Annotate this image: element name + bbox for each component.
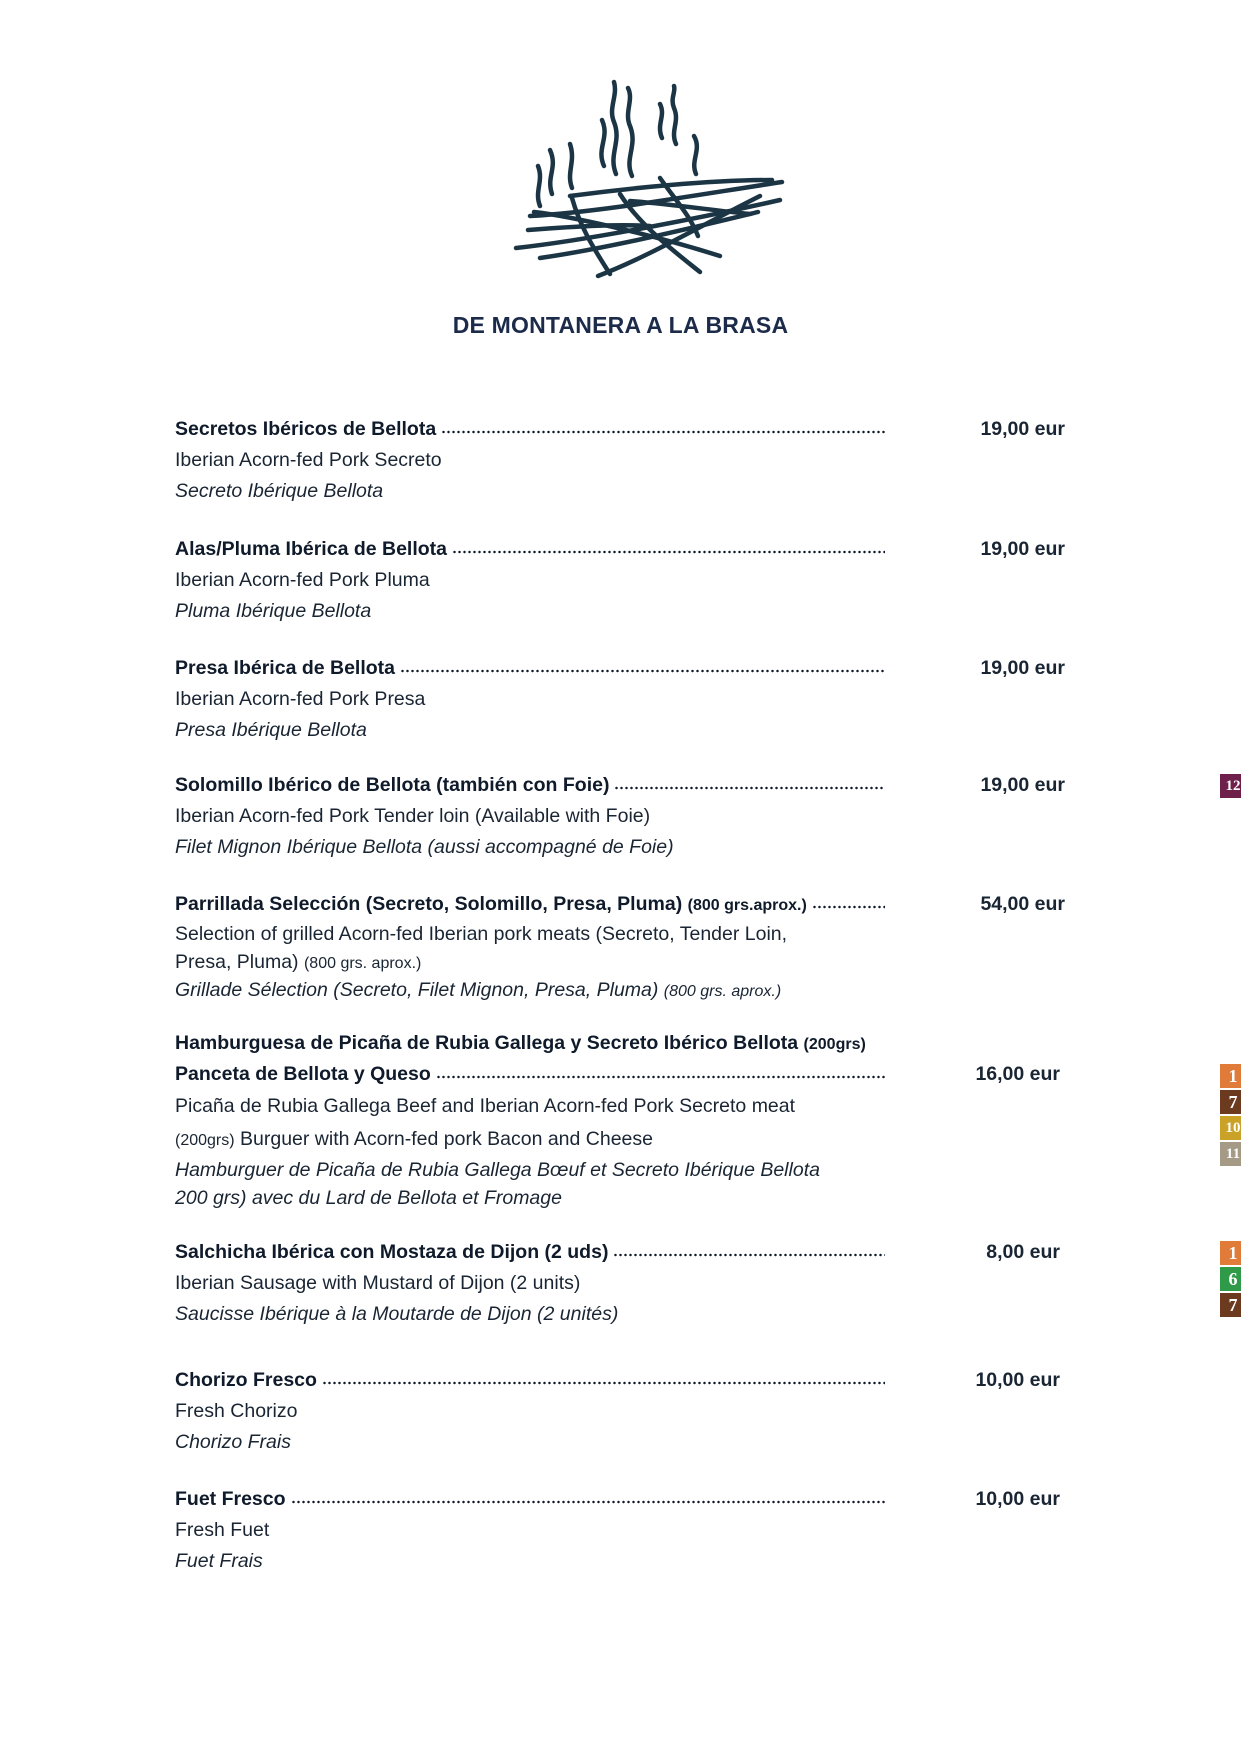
menu-item	[175, 534, 1075, 627]
item-name: Alas/Pluma Ibérica de Bellota	[175, 538, 448, 560]
allergen-badge: 1	[1220, 1064, 1241, 1088]
item-name: Secretos Ibéricos de Bellota	[175, 418, 437, 440]
item-english: Picaña de Rubia Gallega Beef and Iberian Acorn-fed Pork Secreto meat	[175, 1095, 796, 1117]
dot-leader	[400, 668, 885, 674]
item-french: Secreto Ibérique Bellota	[175, 480, 384, 502]
item-english: Iberian Acorn-fed Pork Presa	[175, 688, 426, 710]
item-price: 8,00 eur	[986, 1241, 1060, 1263]
item-english: Iberian Acorn-fed Pork Secreto	[175, 449, 442, 471]
item-price: 19,00 eur	[980, 418, 1065, 440]
item-name-row	[175, 534, 1065, 565]
item-name: Presa Ibérica de Bellota	[175, 657, 396, 679]
item-name-row	[175, 1059, 1060, 1090]
item-name-row	[175, 1237, 1060, 1268]
dot-leader	[436, 1074, 885, 1080]
item-french: Fuet Frais	[175, 1550, 263, 1572]
allergen-badge: 1	[1220, 1241, 1241, 1265]
item-price: 16,00 eur	[975, 1063, 1060, 1085]
item-name-row	[175, 889, 1065, 920]
menu-item	[175, 889, 1075, 1004]
item-english: Fresh Fuet	[175, 1519, 270, 1541]
dot-leader	[614, 785, 885, 791]
item-name: Hamburguesa de Picaña de Rubia Gallega y Secreto Ibérico Bellota (200grs)	[175, 1032, 866, 1054]
item-french: 200 grs) avec du Lard de Bellota et Fromage	[175, 1187, 562, 1209]
item-name-row	[175, 414, 1065, 445]
item-french: Grillade Sélection (Secreto, Filet Mignon, Presa, Pluma) (800 grs. aprox.)	[175, 979, 782, 1001]
item-price: 19,00 eur	[980, 538, 1065, 560]
item-name-row	[175, 1365, 1060, 1396]
item-price: 19,00 eur	[980, 774, 1065, 796]
allergen-badges	[1220, 1241, 1241, 1317]
item-price: 19,00 eur	[980, 657, 1065, 679]
item-english: Iberian Acorn-fed Pork Tender loin (Available with Foie)	[175, 805, 651, 827]
menu-item	[175, 414, 1075, 507]
item-name-row	[175, 1028, 1075, 1059]
item-french: Pluma Ibérique Bellota	[175, 600, 372, 622]
item-french: Chorizo Frais	[175, 1431, 291, 1453]
item-french: Presa Ibérique Bellota	[175, 719, 367, 741]
item-name-row	[175, 653, 1065, 684]
item-french: Hamburguer de Picaña de Rubia Gallega Bœuf et Secreto Ibérique Bellota	[175, 1159, 820, 1181]
dot-leader	[322, 1380, 885, 1386]
allergen-badge: 10	[1220, 1116, 1241, 1140]
allergen-badges	[1220, 1064, 1241, 1166]
item-price: 10,00 eur	[975, 1369, 1060, 1391]
item-name: Fuet Fresco	[175, 1488, 286, 1510]
item-english: Selection of grilled Acorn-fed Iberian pork meats (Secreto, Tender Loin,	[175, 923, 788, 945]
allergen-badge: 12	[1220, 774, 1241, 798]
menu-item	[175, 653, 1075, 746]
allergen-badge: 7	[1220, 1090, 1241, 1114]
menu-item	[175, 1028, 1241, 1212]
item-price: 10,00 eur	[975, 1488, 1060, 1510]
item-name: Solomillo Ibérico de Bellota (también con Foie)	[175, 774, 610, 796]
grill-icon	[510, 76, 800, 286]
menu-item	[175, 1237, 1238, 1330]
page-title: DE MONTANERA A LA BRASA	[452, 312, 789, 338]
allergen-badges	[1220, 774, 1241, 798]
item-name-row	[175, 1484, 1060, 1515]
item-french: Filet Mignon Ibérique Bellota (aussi accompagné de Foie)	[175, 836, 674, 858]
menu-item	[175, 1365, 1075, 1458]
item-name: Chorizo Fresco	[175, 1369, 317, 1391]
dot-leader	[291, 1499, 885, 1505]
item-name: Parrillada Selección (Secreto, Solomillo, Presa, Pluma) (800 grs.aprox.)	[175, 893, 807, 915]
item-price: 54,00 eur	[980, 893, 1065, 915]
dot-leader	[452, 549, 885, 555]
item-english: (200grs) Burguer with Acorn-fed pork Bacon and Cheese	[175, 1128, 653, 1150]
item-name: Salchicha Ibérica con Mostaza de Dijon (2 uds)	[175, 1241, 609, 1263]
item-name-row	[175, 770, 1065, 801]
allergen-badge: 11	[1220, 1142, 1241, 1166]
item-english: Iberian Acorn-fed Pork Pluma	[175, 569, 430, 591]
item-french: Saucisse Ibérique à la Moutarde de Dijon (2 unités)	[175, 1303, 619, 1325]
dot-leader	[613, 1252, 885, 1258]
menu-item	[175, 770, 1241, 863]
menu-item	[175, 1484, 1075, 1577]
item-english: Fresh Chorizo	[175, 1400, 298, 1422]
item-english: Iberian Sausage with Mustard of Dijon (2 units)	[175, 1272, 581, 1294]
dot-leader	[812, 904, 885, 910]
dot-leader	[441, 429, 885, 435]
allergen-badge: 6	[1220, 1267, 1241, 1291]
item-english: Presa, Pluma) (800 grs. aprox.)	[175, 951, 422, 973]
item-name: Panceta de Bellota y Queso	[175, 1063, 431, 1085]
allergen-badge: 7	[1220, 1293, 1241, 1317]
